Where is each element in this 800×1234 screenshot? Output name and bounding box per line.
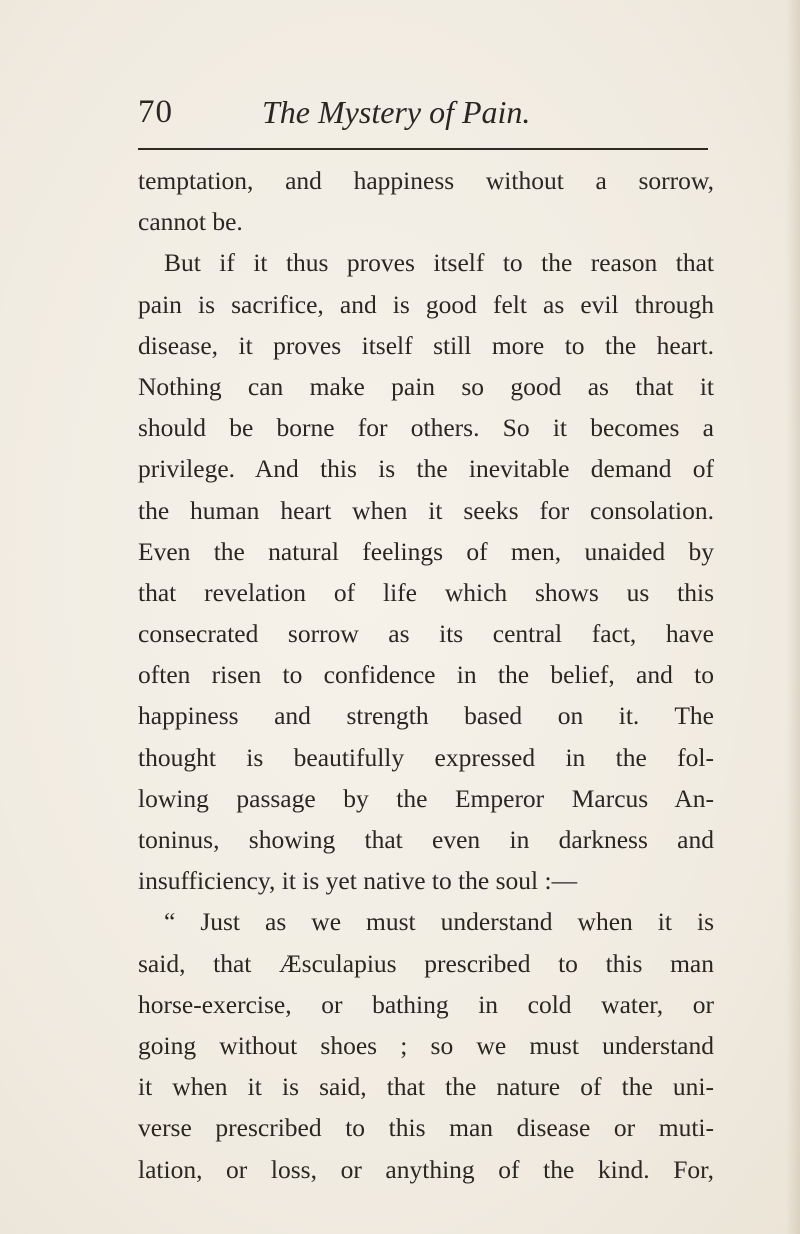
text-line: horse-exercise, or bathing in cold water, or [138,989,714,1019]
text-line: lowing passage by the Emperor Marcus An- [138,783,714,813]
text-line: Nothing can make pain so good as that it [138,371,714,401]
header-rule [138,148,708,150]
text-line: disease, it proves itself still more to the heart. [138,330,714,360]
text-line: happiness and strength based on it. The [138,701,714,731]
text-line: insufficiency, it is yet native to the soul :— [138,866,578,896]
running-title: The Mystery of Pain. [262,94,531,130]
text-line: pain is sacrifice, and is good felt as evil through [138,289,714,319]
text-line: said, that Æsculapius prescribed to this man [138,948,714,978]
text-line: going without shoes ; so we must understand [138,1030,714,1060]
text-line: “ Just as we must understand when it is [164,907,714,937]
text-line: verse prescribed to this man disease or muti- [138,1113,714,1143]
page-number: 70 [138,94,173,130]
page-header [138,94,698,138]
text-line: the human heart when it seeks for consolation. [138,495,714,525]
text-line: But if it thus proves itself to the reason that [164,248,714,278]
text-line: lation, or loss, or anything of the kind. For, [138,1154,714,1184]
text-line: temptation, and happiness without a sorrow, [138,166,714,195]
text-line: should be borne for others. So it becomes a [138,413,714,443]
text-line: toninus, showing that even in darkness and [138,825,714,854]
text-line: that revelation of life which shows us this [138,577,714,607]
text-line: thought is beautifully expressed in the fol- [138,742,714,772]
text-line: often risen to confidence in the belief, and to [138,660,714,690]
text-line: cannot be. [138,207,243,237]
page-edge-shadow [786,0,800,1234]
text-line: consecrated sorrow as its central fact, have [138,619,714,649]
text-line: Even the natural feelings of men, unaided by [138,536,714,566]
body-text [138,160,714,1190]
text-line: privilege. And this is the inevitable demand of [138,454,714,484]
text-line: it when it is said, that the nature of the uni- [138,1072,714,1102]
